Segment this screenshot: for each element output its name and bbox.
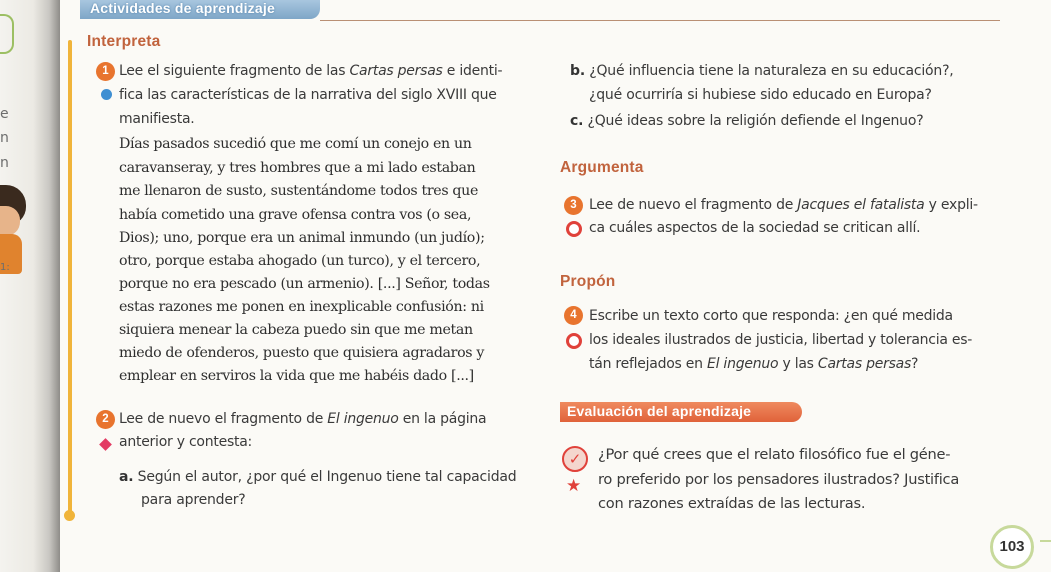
page-number-accent xyxy=(1040,540,1051,542)
quote-line: porque no era pescado (un armenio). [...] Señor, todas xyxy=(119,276,490,292)
text-segment: ¿Qué influencia tiene la naturaleza en su educación?, xyxy=(589,63,954,79)
q2-subquestion-c xyxy=(570,113,923,129)
quote-line: caravanseray, y tres hombres que a mi lado estaban xyxy=(119,160,476,176)
header-divider xyxy=(320,20,1000,21)
subquestion-letter: c. xyxy=(570,113,584,129)
q3-instruction-line: ca cuáles aspectos de la sociedad se critican allí. xyxy=(589,220,921,236)
diamond-icon xyxy=(99,438,112,451)
section-title-propon: Propón xyxy=(560,273,616,290)
page-gutter xyxy=(0,0,60,572)
italic-title: El ingenuo xyxy=(327,411,399,427)
gutter-char: n xyxy=(0,130,9,146)
italic-title: Jacques el fatalista xyxy=(797,197,925,213)
text-segment: Lee de nuevo el fragmento de xyxy=(589,197,798,213)
subquestion-letter: b. xyxy=(570,63,585,79)
activity-timeline-line xyxy=(68,40,72,516)
evaluation-line: ¿Por qué crees que el relato filosófico fue el géne- xyxy=(598,446,951,463)
quote-line: siquiera menear la cabeza puedo sin que me metan xyxy=(119,322,473,338)
red-target-icon xyxy=(566,221,582,237)
quote-line: miedo de ofenderos, puesto que quisiera agradaros y xyxy=(119,345,485,361)
gutter-char: n xyxy=(0,155,9,171)
question-number-badge: 4 xyxy=(564,306,583,325)
q2-instruction-line xyxy=(119,411,486,427)
quote-line: había cometido una grave ofensa contra vos (o sea, xyxy=(119,207,472,223)
text-segment: tán reflejados en xyxy=(589,356,707,372)
text-segment: Lee de nuevo el fragmento de xyxy=(119,411,328,427)
text-segment: ? xyxy=(911,356,919,372)
text-segment: y las xyxy=(778,356,818,372)
q2-subquestion-a-cont: para aprender? xyxy=(141,492,246,508)
section-title-interpreta: Interpreta xyxy=(87,33,161,50)
star-icon: ★ xyxy=(566,476,582,496)
q4-instruction-line xyxy=(589,356,918,372)
quote-line: me llenaron de susto, sustentándome todos tres que xyxy=(119,183,479,199)
activity-timeline-dot xyxy=(64,510,75,521)
blue-circle-icon xyxy=(101,89,112,100)
quote-line: Días pasados sucedió que me comí un conejo en un xyxy=(119,136,472,152)
evaluation-line: ro preferido por los pensadores ilustrados? Justifica xyxy=(598,471,960,488)
subquestion-letter: a. xyxy=(119,469,134,485)
gutter-char: e xyxy=(0,106,9,122)
q3-instruction-line xyxy=(589,197,978,213)
page-number: 103 xyxy=(990,525,1034,569)
quote-line: Dios); uno, porque era un animal inmundo (un judío); xyxy=(119,230,485,246)
q1-instruction-line: Lee el siguiente fragmento de las Cartas persas e identi- xyxy=(119,63,503,79)
section-title-argumenta: Argumenta xyxy=(560,159,644,176)
question-number-badge: 3 xyxy=(564,196,583,215)
q1-instruction-line: manifiesta. xyxy=(119,111,195,127)
text-segment: ¿Qué ideas sobre la religión defiende el Ingenuo? xyxy=(587,113,924,129)
q2-subquestion-a xyxy=(119,469,517,485)
text-segment: Según el autor, ¿por qué el Ingenuo tiene tal capacidad xyxy=(137,469,517,485)
check-icon: ✓ xyxy=(562,446,588,472)
q2-subquestion-b xyxy=(570,63,954,79)
italic-title: Cartas persas xyxy=(817,356,912,372)
q1-instruction-line: fica las características de la narrativa del siglo XVIII que xyxy=(119,87,497,103)
question-number-badge: 2 xyxy=(96,410,115,429)
q4-instruction-line: los ideales ilustrados de justicia, libertad y tolerancia es- xyxy=(589,332,973,348)
italic-title: Cartas persas xyxy=(349,63,443,79)
q2-instruction-line: anterior y contesta: xyxy=(119,434,253,450)
gutter-green-shape xyxy=(0,14,14,54)
quote-line: otro, porque estaba ahogado (un turco), y el tercero, xyxy=(119,253,481,269)
page-title: Actividades de aprendizaje xyxy=(90,0,275,16)
section-title-evaluacion: Evaluación del aprendizaje xyxy=(567,403,752,419)
italic-title: El ingenuo xyxy=(707,356,779,372)
q2-subquestion-b-cont: ¿qué ocurriría si hubiese sido educado en Europa? xyxy=(589,87,932,103)
quote-line: estas razones me ponen en inexplicable confusión: ni xyxy=(119,299,484,315)
text-segment: y expli- xyxy=(924,197,978,213)
q4-instruction-line: Escribe un texto corto que responda: ¿en qué medida xyxy=(589,308,953,324)
red-target-icon xyxy=(566,333,582,349)
gutter-char: 1: xyxy=(0,262,10,273)
evaluation-line: con razones extraídas de las lecturas. xyxy=(598,495,866,512)
text-segment: en la página xyxy=(398,411,487,427)
quote-line: emplear en serviros la vida que me habéis dado [...] xyxy=(119,368,474,384)
question-number-badge: 1 xyxy=(96,62,115,81)
